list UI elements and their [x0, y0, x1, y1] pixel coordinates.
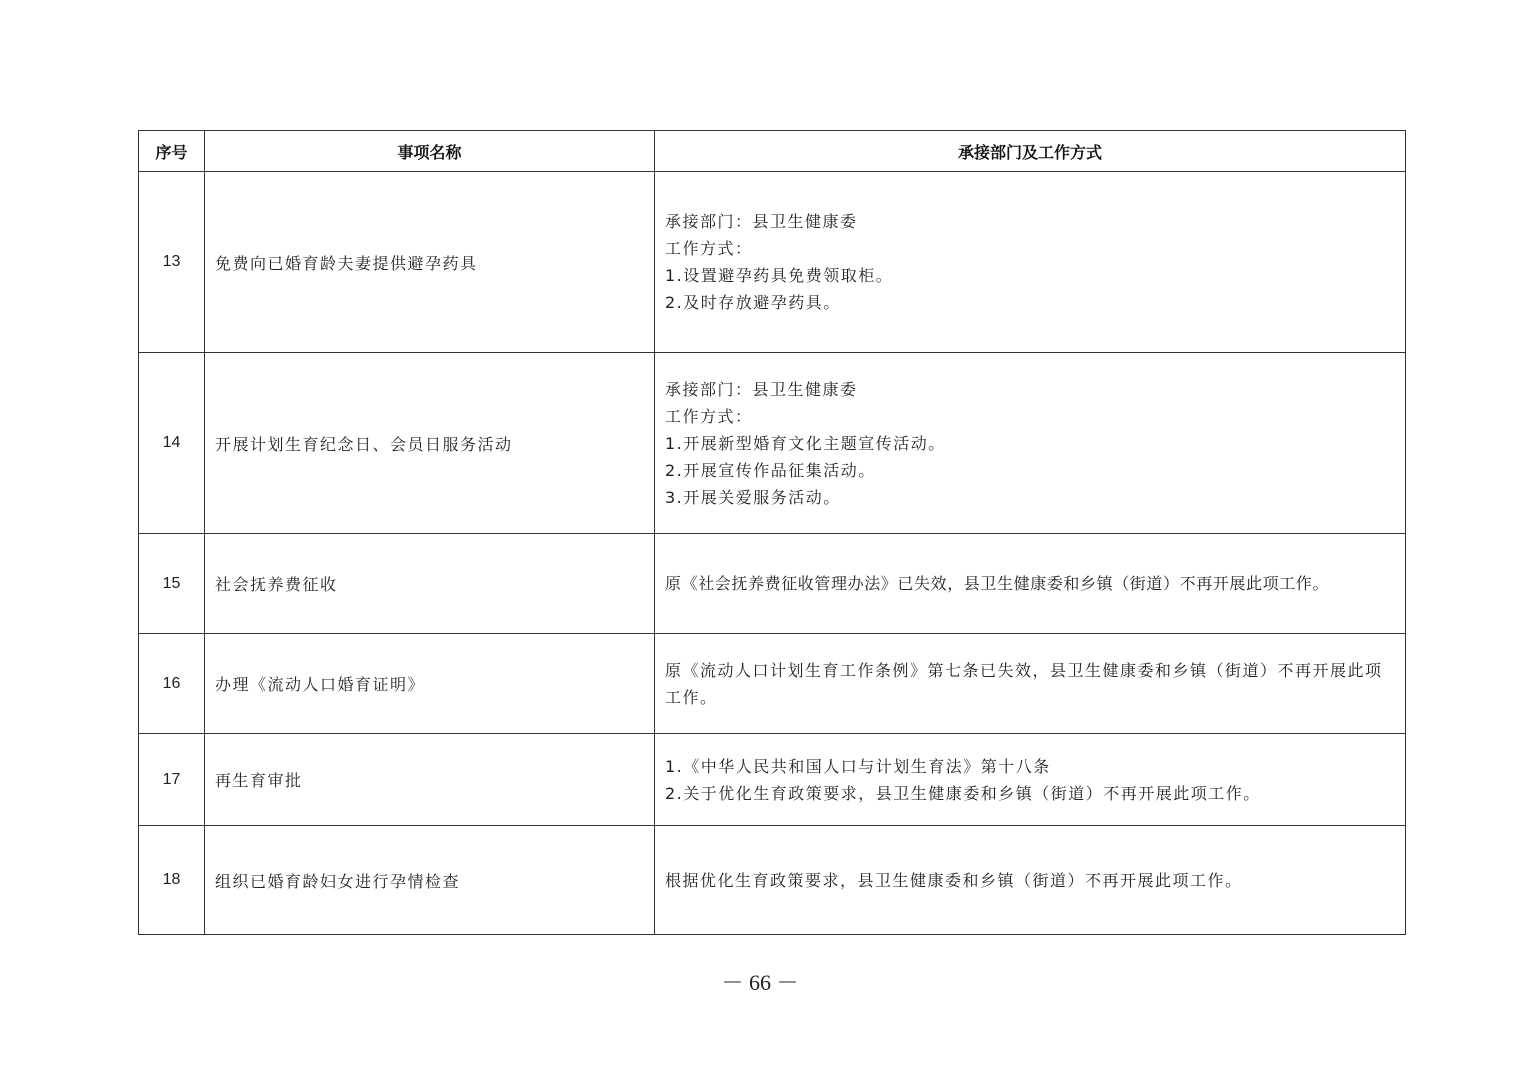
description-line: 2.及时存放避孕药具。 — [665, 293, 841, 312]
services-table — [138, 130, 1406, 935]
table-row — [139, 534, 1406, 634]
table-row — [139, 826, 1406, 935]
row-description — [655, 353, 1406, 534]
description-line: 1.开展新型婚育文化主题宣传活动。 — [665, 433, 946, 453]
table-row — [139, 172, 1406, 353]
row-description — [655, 634, 1406, 734]
description-line: 1.设置避孕药具免费领取柜。 — [665, 266, 894, 285]
row-item-name: 免费向已婚育龄夫妻提供避孕药具 — [205, 172, 655, 353]
row-description — [655, 172, 1406, 353]
description-line: 1.《中华人民共和国人口与计划生育法》第十八条 — [665, 756, 1051, 776]
row-description — [655, 826, 1406, 935]
description-line: 2.关于优化生育政策要求，县卫生健康委和乡镇（街道）不再开展此项工作。 — [665, 783, 1261, 803]
description-line: 3.开展关爱服务活动。 — [665, 487, 841, 507]
row-description — [655, 534, 1406, 634]
row-number: 16 — [139, 634, 205, 734]
description-line: 根据优化生育政策要求，县卫生健康委和乡镇（街道）不再开展此项工作。 — [665, 870, 1243, 890]
description-line: 2.开展宣传作品征集活动。 — [665, 460, 876, 480]
description-line: 原《社会抚养费征收管理办法》已失效，县卫生健康委和乡镇（街道）不再开展此项工作。 — [665, 574, 1330, 593]
description-line: 承接部门：县卫生健康委 — [665, 212, 858, 231]
header-item-name: 事项名称 — [205, 131, 655, 172]
row-number: 18 — [139, 826, 205, 935]
description-line: 工作方式： — [665, 239, 753, 258]
header-serial-number: 序号 — [139, 131, 205, 172]
table-header-row — [139, 131, 1406, 172]
row-item-name: 再生育审批 — [205, 734, 655, 826]
description-line: 承接部门：县卫生健康委 — [665, 379, 858, 399]
row-description — [655, 734, 1406, 826]
description-line: 工作方式： — [665, 406, 753, 426]
page-number: － 66 － — [721, 970, 799, 995]
header-department-method: 承接部门及工作方式 — [655, 131, 1406, 172]
row-item-name: 社会抚养费征收 — [205, 534, 655, 634]
row-item-name: 组织已婚育龄妇女进行孕情检查 — [205, 826, 655, 935]
row-number: 14 — [139, 353, 205, 534]
table-row — [139, 353, 1406, 534]
table-row — [139, 734, 1406, 826]
row-number: 15 — [139, 534, 205, 634]
description-line: 原《流动人口计划生育工作条例》第七条已失效，县卫生健康委和乡镇（街道）不再开展此项工作。 — [665, 660, 1383, 707]
row-item-name: 开展计划生育纪念日、会员日服务活动 — [205, 353, 655, 534]
row-number: 17 — [139, 734, 205, 826]
row-number: 13 — [139, 172, 205, 353]
row-item-name: 办理《流动人口婚育证明》 — [205, 634, 655, 734]
table-row — [139, 634, 1406, 734]
